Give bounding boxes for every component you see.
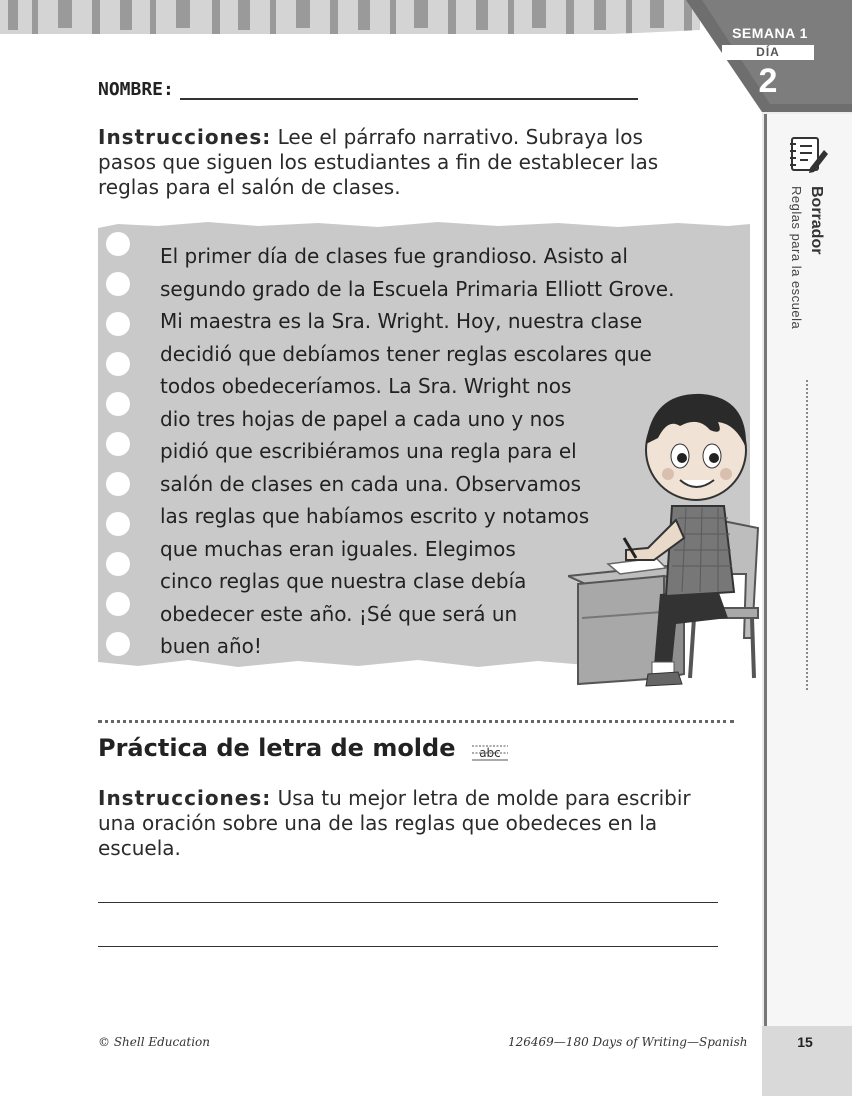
sidebar-label [770,186,834,706]
writing-notepad-icon [786,132,830,176]
paper-hole [106,552,130,576]
top-border-decoration [0,0,700,42]
story-line: decidió que debíamos tener reglas escolares que [160,341,652,366]
story-line: pidió que escribiéramos una regla para el [160,439,577,463]
instructions-text-line: reglas para el salón de clases. [98,175,401,199]
paper-hole [106,632,130,656]
paper-hole [106,472,130,496]
abc-badge-text: abc [479,746,501,760]
story-line: salón de clases en cada una. Observamos [160,471,582,496]
instructions-reading [98,125,718,200]
sidebar-dotted-line [806,380,808,690]
story-line: Mi maestra es la Sra. Wright. Hoy, nuestra clase [160,309,643,333]
story-line: todos obedeceríamos. La Sra. Wright nos [160,374,572,398]
instructions-text-line: pasos que siguen los estudiantes a fin de establecer las [98,150,659,174]
instructions-text-line: Usa tu mejor letra de molde para escribir [271,786,691,810]
paper-hole [106,432,130,456]
instructions-label: Instrucciones: [98,125,272,149]
story-line: El primer día de clases fue grandioso. Asisto al [160,244,628,268]
paper-hole [106,392,130,416]
paper-holes [106,232,130,662]
footer-product: 126469—180 Days of Writing—Spanish [508,1035,748,1049]
paper-hole [106,312,130,336]
sidebar-subtitle: Reglas para la escuela [789,186,804,330]
instructions-practice [98,786,718,861]
name-field[interactable] [98,74,638,100]
story-line: las reglas que habíamos escrito y notamos [160,504,590,528]
story-line: cinco reglas que nuestra clase debía [160,569,527,593]
paper-hole [106,592,130,616]
sidebar-title: Borrador [808,186,825,255]
story-line: que muchas eran iguales. Elegimos [160,536,516,561]
writing-line[interactable] [98,946,718,947]
instructions-text-line: escuela. [98,836,181,860]
name-write-line[interactable] [180,80,638,100]
instructions-text-line: una oración sobre una de las reglas que obedeces en la [98,811,658,835]
name-label: NOMBRE: [98,79,174,100]
day-number: 2 [758,62,778,100]
story-line: obedecer este año. ¡Sé que será un [160,601,518,626]
page-number: 15 [797,1034,813,1050]
section-divider [98,720,734,723]
week-label: SEMANA 1 [732,25,808,41]
paper-hole [106,272,130,296]
instructions-text-line: Lee el párrafo narrativo. Subraya los [271,125,643,149]
footer-copyright: © Shell Education [98,1035,211,1049]
day-label: DÍA [722,45,814,60]
story-line: buen año! [160,634,262,658]
boy-at-desk-illustration [568,378,764,690]
paper-hole [106,232,130,256]
practice-title: Práctica de letra de molde [98,734,456,762]
instructions-label: Instrucciones: [98,786,272,810]
paper-hole [106,352,130,376]
story-line: dio tres hojas de papel a cada uno y nos [160,406,565,431]
paper-hole [106,512,130,536]
writing-line[interactable] [98,902,718,903]
story-line: segundo grado de la Escuela Primaria Elliott Grove. [160,276,675,301]
